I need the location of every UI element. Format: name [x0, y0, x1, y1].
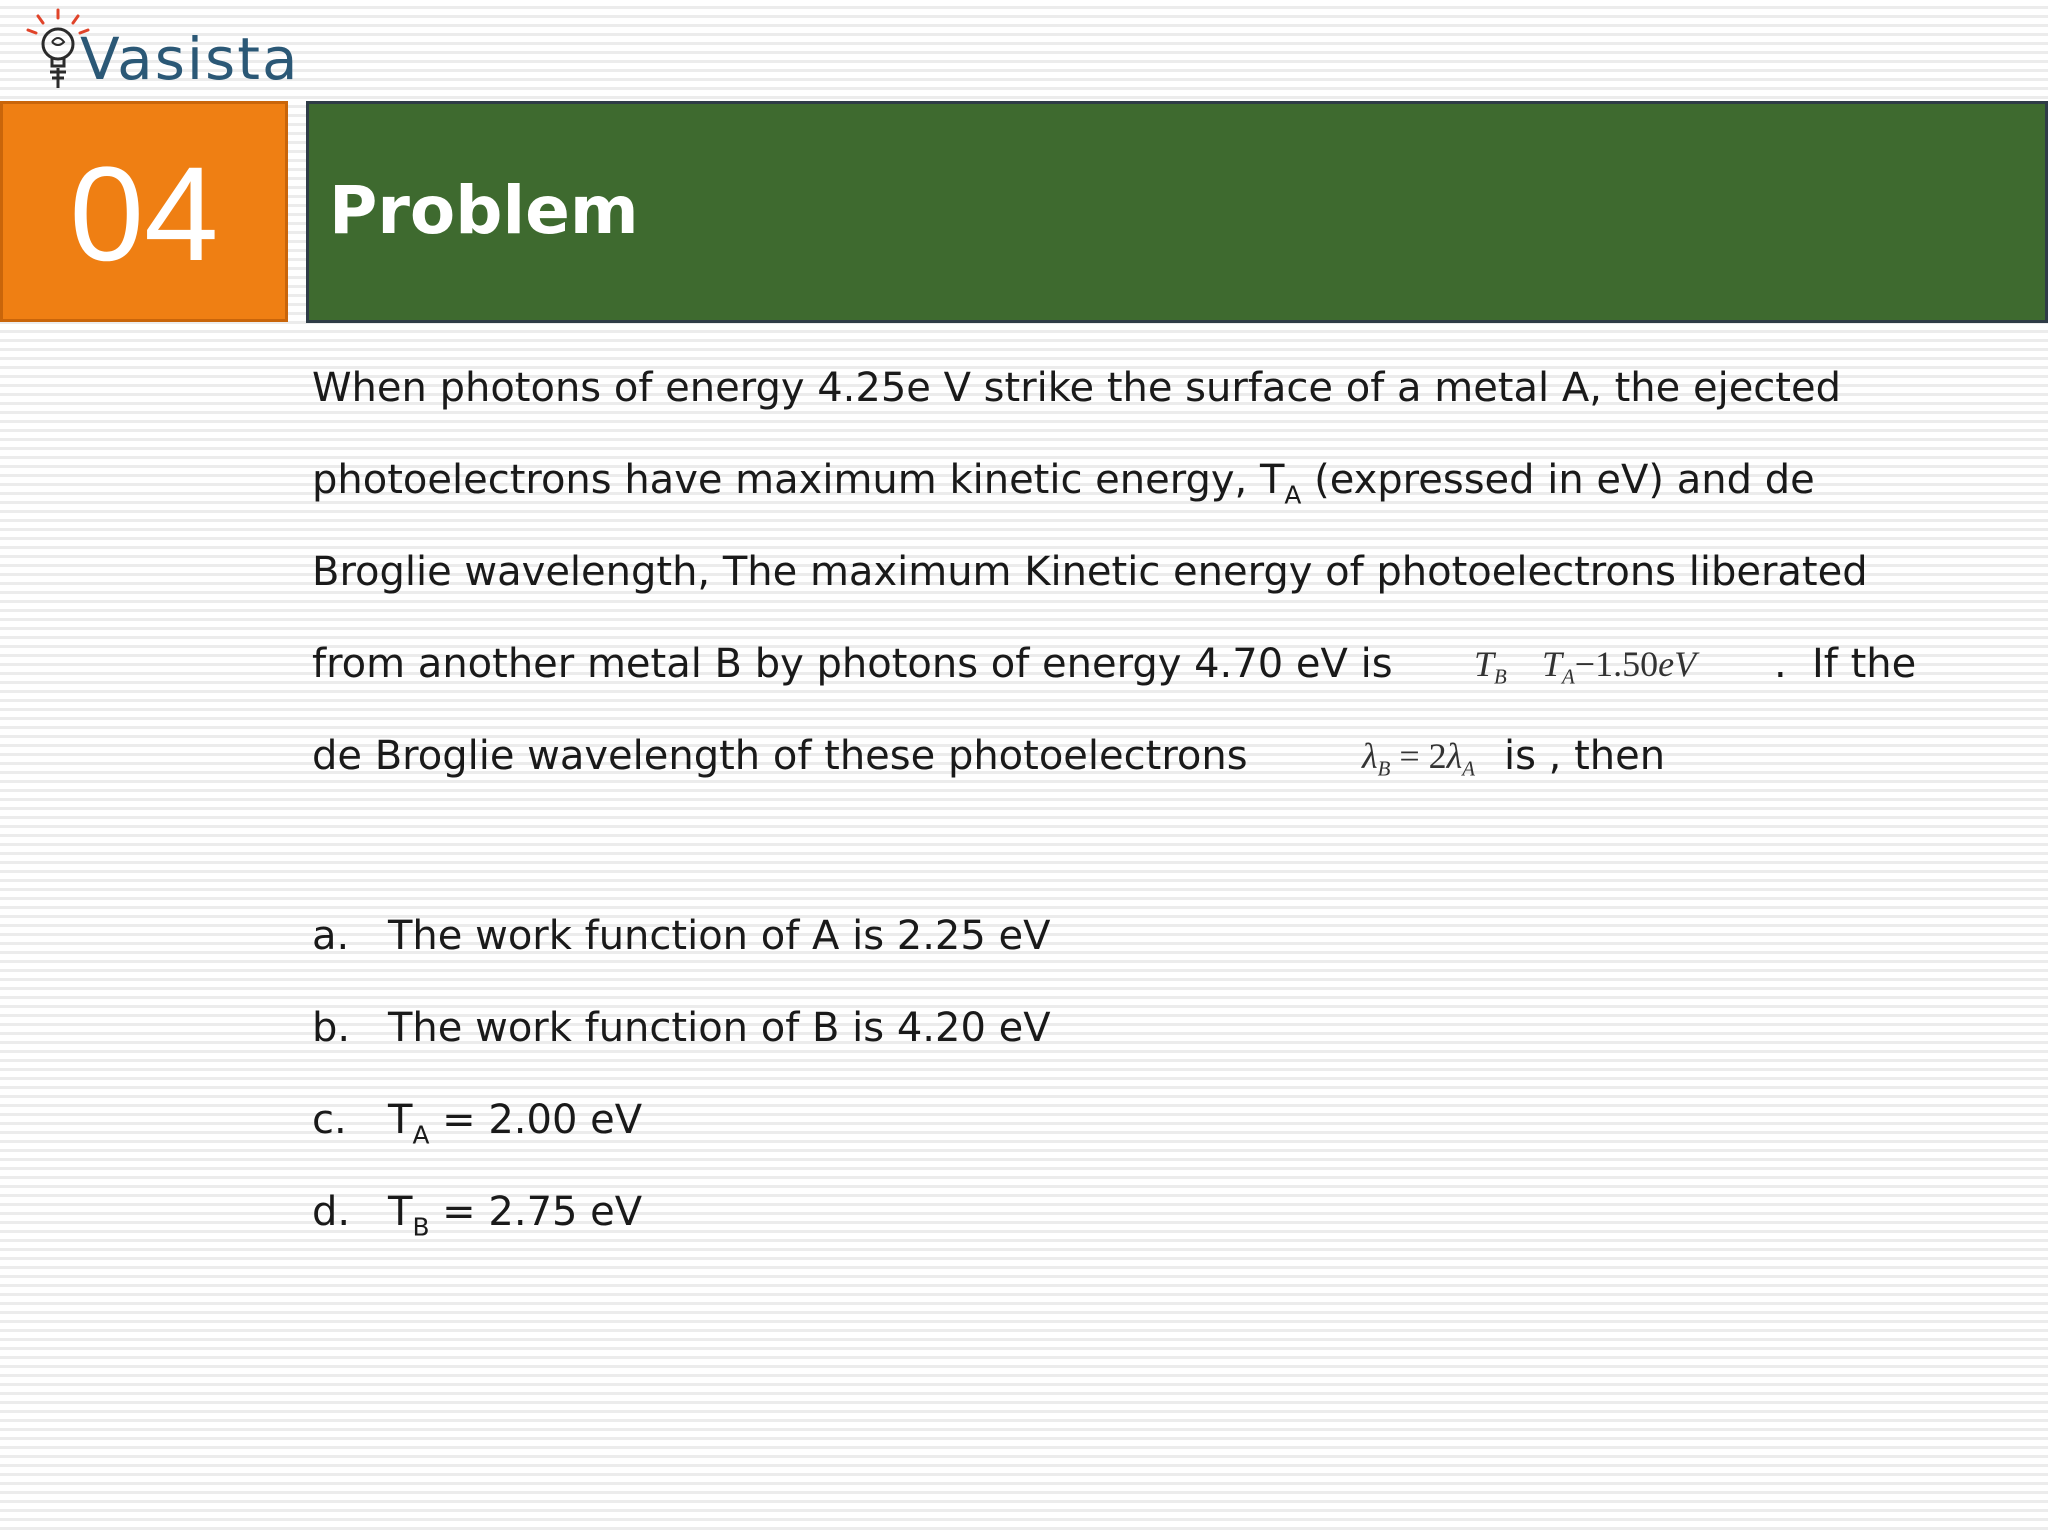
- page-title: Problem: [329, 172, 639, 249]
- equation-lambda: [1362, 724, 1475, 800]
- option-text-part: T: [388, 1189, 413, 1235]
- problem-text: de Broglie wavelength of these photoelectrons: [312, 733, 1248, 779]
- problem-line-1: [312, 356, 2012, 448]
- problem-text-part: photoelectrons have maximum kinetic energy, T: [312, 457, 1285, 503]
- math-subscript: B: [1377, 756, 1391, 781]
- problem-text: [312, 448, 1815, 527]
- problem-text: When photons of energy 4.25e V strike the surface of a metal A, the ejected: [312, 365, 1841, 411]
- equation-dot: .: [1774, 641, 1787, 687]
- option-text-part: T: [388, 1097, 413, 1143]
- math-unit: eV: [1658, 644, 1697, 684]
- subscript: A: [412, 1120, 430, 1150]
- math-subscript: A: [1562, 664, 1575, 689]
- option-text-part: = 2.75 eV: [429, 1189, 643, 1235]
- problem-line-4: [312, 632, 2012, 724]
- option-letter: c.: [312, 1097, 347, 1143]
- math-symbol: T: [1474, 644, 1495, 684]
- problem-statement: [312, 356, 2012, 816]
- problem-text-part: (expressed in eV) and de: [1301, 457, 1815, 503]
- math-symbol: λ: [1446, 736, 1463, 776]
- problem-text: Broglie wavelength, The maximum Kinetic energy of photoelectrons liberated: [312, 549, 1868, 595]
- subscript: A: [1284, 480, 1302, 510]
- title-bar: [306, 101, 2048, 323]
- option-text-part: = 2.00 eV: [429, 1097, 643, 1143]
- math-operator: = 2: [1390, 736, 1447, 776]
- problem-text: from another metal B by photons of energy 4.70 eV is: [312, 641, 1393, 687]
- problem-text: If the: [1812, 641, 1917, 687]
- option-text: [388, 1088, 642, 1167]
- option-text: The work function of A is 2.25 eV: [388, 913, 1051, 959]
- math-value: −1.50: [1574, 644, 1659, 684]
- option-letter: b.: [312, 1005, 351, 1051]
- math-subscript: A: [1462, 756, 1476, 781]
- option-text: The work function of B is 4.20 eV: [388, 1005, 1051, 1051]
- problem-line-3: [312, 540, 2012, 632]
- problem-line-5: [312, 724, 2012, 816]
- vasista-logo: [22, 6, 300, 98]
- option-text: [388, 1180, 642, 1259]
- problem-text: is , then: [1504, 733, 1666, 779]
- math-symbol: T: [1542, 644, 1563, 684]
- problem-line-2: [312, 448, 2012, 540]
- math-symbol: λ: [1362, 736, 1378, 776]
- logo-wordmark: Vasista: [80, 25, 300, 93]
- subscript: B: [412, 1212, 430, 1242]
- option-letter: a.: [312, 913, 350, 959]
- option-letter: d.: [312, 1189, 351, 1235]
- math-subscript: B: [1494, 664, 1507, 689]
- problem-number-box: [0, 101, 288, 322]
- equation-ta: [1542, 632, 1696, 708]
- problem-number: 04: [69, 139, 219, 289]
- equation-tb: [1474, 632, 1507, 708]
